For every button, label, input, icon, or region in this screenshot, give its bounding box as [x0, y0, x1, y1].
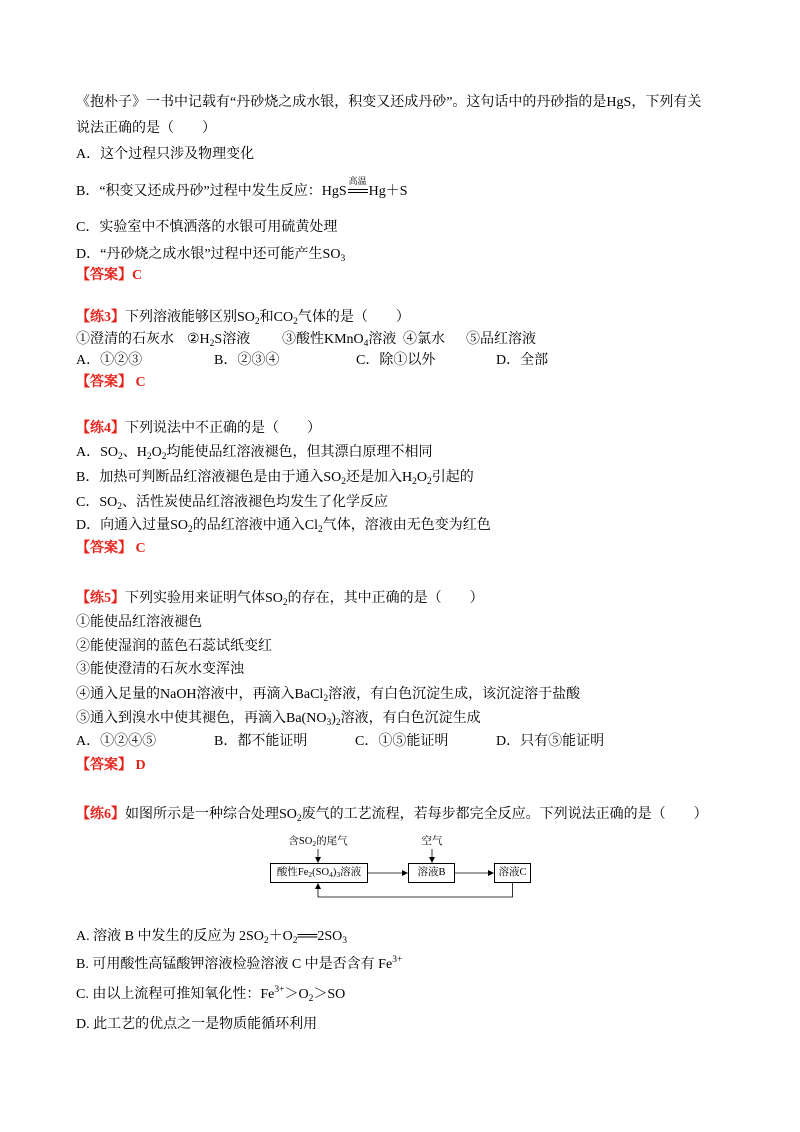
text-run: B．都不能证明	[214, 734, 308, 749]
subscript: 2	[335, 718, 341, 728]
subscript: 2	[292, 936, 298, 946]
subscript: 2	[161, 452, 167, 462]
q3-item-5	[466, 330, 536, 350]
intro-option-b	[76, 176, 408, 202]
text-run: ＋O	[268, 929, 293, 944]
text-run: ＞SO	[313, 987, 346, 1002]
subscript: 2	[323, 694, 329, 704]
text-run: B. 可用酸性高锰酸钾溶液检验溶液 C 中是否含有 Fe	[76, 957, 393, 972]
red-label: 【答案】 D	[76, 758, 146, 773]
text-run: A．这个过程只涉及物理变化	[76, 147, 255, 162]
q5-answer	[76, 756, 146, 776]
text-run: Hg＋S	[368, 184, 408, 199]
text-run: 、H	[122, 445, 147, 460]
subscript: 2	[412, 477, 417, 487]
text-run: D．向通入过量SO	[76, 518, 189, 533]
subscript: 3	[340, 254, 346, 264]
waste-gas-input-label	[268, 836, 368, 848]
subscript: 4	[363, 339, 369, 349]
q5-item-1	[76, 613, 202, 633]
recycle-arrow-box-c-to-box-a	[318, 883, 513, 897]
text-run: A．①②③	[76, 353, 143, 368]
text-run: 、活性炭使品红溶液褪色均发生了化学反应	[121, 495, 388, 510]
q4-option-a	[76, 443, 433, 463]
q3-item-1	[76, 330, 174, 350]
text-run: O	[416, 470, 427, 485]
text-run: )	[331, 711, 336, 726]
text-run: 还是加入H	[345, 470, 413, 485]
subscript: 2	[188, 525, 193, 535]
text-run: ④通入足量的NaOH溶液中，再滴入BaCl	[76, 687, 324, 702]
intro-option-d	[76, 245, 345, 265]
text-run: 的品红溶液中通入Cl	[192, 518, 318, 533]
q5-option-c	[355, 732, 448, 752]
double-line	[348, 189, 368, 193]
subscript: 2	[426, 477, 432, 487]
text-run: 溶液，有白色沉淀生成	[340, 711, 481, 726]
red-label: 【练4】	[76, 421, 125, 436]
text-run: O	[151, 445, 162, 460]
q6-option-a	[76, 927, 347, 947]
text-run: 《抱朴子》一书中记载有“丹砂烧之成水银，积变又还成丹砂”。这句话中的丹砂指的是HgS，下列有关	[76, 95, 702, 110]
q4-answer	[76, 539, 146, 559]
q3-item-4	[403, 330, 445, 350]
q4-option-c	[76, 493, 388, 513]
subscript: 2	[282, 598, 288, 608]
reaction-equals-sign	[348, 176, 368, 202]
q3-answer	[76, 373, 146, 393]
text-run: B．“积变又还成丹砂”过程中发生反应：HgS	[76, 184, 347, 199]
q3-item-3	[282, 330, 396, 350]
text-run: 含SO	[288, 836, 313, 847]
text-run: C．实验室中不慎洒落的水银可用硫黄处理	[76, 220, 338, 235]
text-run: 下列说法中不正确的是（ ）	[125, 421, 321, 436]
text-run: A．SO	[76, 445, 119, 460]
q3-option-c	[356, 351, 435, 371]
subscript: 3	[336, 870, 341, 879]
subscript: 2	[308, 870, 313, 879]
subscript: 2	[293, 317, 298, 327]
subscript: 2	[318, 525, 323, 535]
subscript: 2	[341, 477, 346, 487]
red-label: 【答案】 C	[76, 375, 146, 390]
q5-item-3	[76, 660, 244, 680]
q5-item-5	[76, 709, 481, 729]
text-run: 气体的是（ ）	[297, 310, 410, 325]
text-run: ①澄清的石灰水	[76, 332, 174, 347]
subscript: 2	[254, 317, 260, 327]
text-run: D．只有⑤能证明	[496, 734, 605, 749]
subscript: 2	[209, 339, 215, 349]
text-run: (SO	[312, 867, 330, 878]
text-run: C．①⑤能证明	[355, 734, 449, 749]
text-run: )	[332, 867, 337, 878]
q6-option-d	[76, 1015, 317, 1035]
box-acidic-ferric-sulfate-solution	[270, 863, 368, 883]
q3-option-d	[496, 351, 548, 371]
text-run: 酸性Fe	[276, 867, 309, 878]
q5-option-b	[214, 732, 307, 752]
superscript: 3+	[274, 985, 285, 995]
q5-option-a	[76, 732, 156, 752]
subscript: 2	[263, 936, 269, 946]
text-run: S溶液	[214, 332, 251, 347]
text-run: D. 此工艺的优点之一是物质能循环利用	[76, 1017, 318, 1032]
q6-option-b	[76, 955, 402, 975]
text-run: ③酸性KMnO	[282, 332, 364, 347]
subscript: 2	[117, 502, 122, 512]
intro-stem-line-2	[76, 119, 216, 139]
text-run: 溶液C	[498, 867, 527, 878]
intro-option-c	[76, 218, 337, 238]
text-run: 溶液，有白色沉淀生成，该沉淀溶于盐酸	[328, 687, 581, 702]
text-run: ②能使湿润的蓝色石蕊试纸变红	[76, 639, 272, 654]
text-run: 均能使品红溶液褪色，但其漂白原理不相同	[166, 445, 433, 460]
text-run: C. 由以上流程可推知氧化性：Fe	[76, 987, 275, 1002]
text-run: ⑤品红溶液	[466, 332, 536, 347]
red-label: 【练3】	[76, 310, 125, 325]
text-run: ══2SO	[297, 929, 343, 944]
text-run: 下列实验用来证明气体SO	[125, 591, 283, 606]
q4-stem	[76, 419, 321, 439]
text-run: 和CO	[259, 310, 294, 325]
text-run: 溶液	[368, 332, 397, 347]
q4-option-b	[76, 468, 474, 488]
text-run: ④氯水	[403, 332, 445, 347]
red-label: 【答案】C	[76, 268, 143, 283]
subscript: 2	[308, 994, 314, 1004]
subscript: 2	[118, 452, 123, 462]
text-run: B．加热可判断品红溶液褪色是由于通入SO	[76, 470, 342, 485]
q5-option-d	[496, 732, 604, 752]
intro-stem-line-1	[76, 93, 701, 113]
text-run: 下列溶液能够区别SO	[125, 310, 255, 325]
reaction-condition: 高温	[348, 176, 367, 186]
text-run: D．“丹砂烧之成水银”过程中还可能产生SO	[76, 247, 341, 262]
text-run: 空气	[421, 836, 443, 847]
text-run: 溶液	[340, 867, 362, 878]
red-label: 【答案】 C	[76, 541, 146, 556]
q5-item-2	[76, 637, 272, 657]
text-run: B．②③④	[214, 353, 280, 368]
red-label: 【练6】	[76, 807, 125, 822]
text-run: C．除①以外	[356, 353, 436, 368]
q3-item-2	[187, 330, 250, 350]
superscript: 3+	[392, 955, 403, 965]
text-run: 如图所示是一种综合处理SO	[125, 807, 297, 822]
q3-option-a	[76, 351, 142, 371]
q5-item-4	[76, 685, 580, 705]
text-run: D．全部	[496, 353, 549, 368]
text-run: 溶液B	[417, 867, 446, 878]
text-run: ⑤通入到溴水中使其褪色，再滴入Ba(NO	[76, 711, 327, 726]
text-run: 的存在，其中正确的是（ ）	[287, 591, 484, 606]
text-run: ＞O	[284, 987, 309, 1002]
red-label: 【练5】	[76, 591, 125, 606]
text-run: ③能使澄清的石灰水变浑浊	[76, 662, 244, 677]
q4-option-d	[76, 516, 491, 536]
text-run: ②H	[187, 332, 210, 347]
text-run: 废气的工艺流程，若每步都完全反应。下列说法正确的是（ ）	[301, 807, 708, 822]
q3-option-b	[214, 351, 279, 371]
box-solution-b	[408, 863, 455, 883]
text-run: C．SO	[76, 495, 118, 510]
air-input-label	[412, 836, 452, 848]
subscript: 2	[296, 814, 302, 824]
text-run: 引起的	[431, 470, 474, 485]
subscript: 2	[146, 452, 152, 462]
subscript: 2	[312, 839, 317, 848]
text-run: 气体，溶液由无色变为红色	[322, 518, 491, 533]
text-run: ①能使品红溶液褪色	[76, 615, 202, 630]
q6-stem	[76, 805, 708, 825]
text-run: A. 溶液 B 中发生的反应为 2SO	[76, 929, 264, 944]
intro-answer	[76, 266, 142, 286]
subscript: 3	[326, 718, 332, 728]
box-solution-c	[494, 863, 531, 883]
q6-option-c	[76, 985, 345, 1005]
text-run: 的尾气	[316, 836, 348, 847]
q5-stem	[76, 589, 484, 609]
text-run: 说法正确的是（ ）	[76, 121, 216, 136]
subscript: 3	[342, 936, 347, 946]
text-run: A．①②④⑤	[76, 734, 157, 749]
intro-option-a	[76, 145, 254, 165]
q3-stem	[76, 308, 410, 328]
subscript: 4	[329, 870, 333, 879]
